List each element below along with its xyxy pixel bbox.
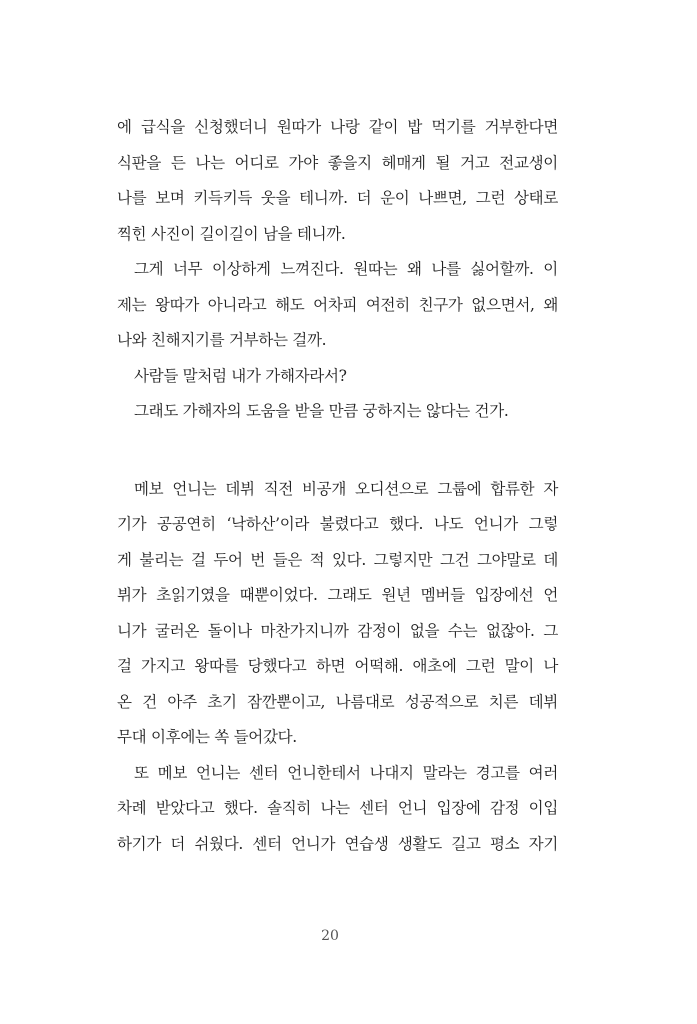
text-line: 기가 공공연히 ‘낙하산’이라 불렸다고 했다. 나도 언니가 그렇 <box>117 515 558 533</box>
paragraph <box>117 394 558 430</box>
text-line: 제는 왕따가 아니라고 해도 어차피 여전히 친구가 없으면서, 왜 <box>117 295 558 314</box>
text-line: 니가 굴러온 돌이나 마찬가지니까 감정이 없을 수는 없잖아. 그 <box>117 621 558 640</box>
body-text <box>117 110 558 862</box>
paragraph <box>117 252 558 359</box>
text-line: 걸 가지고 왕따를 당했다고 하면 어떡해. 애초에 그런 말이 나 <box>117 657 558 675</box>
text-line: 뷔가 초읽기였을 때뿐이었다. 그래도 원년 멤버들 입장에선 언 <box>117 586 558 604</box>
paragraph <box>117 110 558 252</box>
text-line: 나를 보며 키득키득 웃을 테니까. 더 운이 나쁘면, 그런 상태로 <box>117 189 558 207</box>
text-line: 그래도 가해자의 도움을 받을 만큼 궁하지는 않다는 건가. <box>134 402 509 420</box>
text-line: 하기가 더 쉬웠다. 센터 언니가 연습생 생활도 길고 평소 자기 <box>117 834 558 853</box>
paragraph <box>117 756 558 863</box>
section-break <box>117 430 558 472</box>
text-line: 차례 받았다고 했다. 솔직히 나는 센터 언니 입장에 감정 이입 <box>117 799 558 817</box>
text-line: 무대 이후에는 쏙 들어갔다. <box>117 728 297 746</box>
paragraph <box>117 359 558 395</box>
text-line: 온 건 아주 초기 잠깐뿐이고, 나름대로 성공적으로 치른 데뷔 <box>117 692 558 711</box>
text-line: 메보 언니는 데뷔 직전 비공개 오디션으로 그룹에 합류한 자 <box>134 479 558 498</box>
paragraph <box>117 472 558 756</box>
text-line: 게 불리는 걸 두어 번 들은 적 있다. 그렇지만 그건 그야말로 데 <box>117 550 558 569</box>
text-line: 식판을 든 나는 어디로 가야 좋을지 헤매게 될 거고 전교생이 <box>117 153 558 172</box>
text-line: 그게 너무 이상하게 느껴진다. 원따는 왜 나를 싫어할까. 이 <box>134 260 558 278</box>
page-number: 20 <box>321 928 339 944</box>
text-line: 찍힌 사진이 길이길이 남을 테니까. <box>117 224 346 243</box>
text-line: 또 메보 언니는 센터 언니한테서 나대지 말라는 경고를 여러 <box>134 763 558 782</box>
text-line: 에 급식을 신청했더니 원따가 나랑 같이 밥 먹기를 거부한다면 <box>117 118 558 136</box>
text-line: 나와 친해지기를 거부하는 걸까. <box>117 331 327 349</box>
text-line: 사람들 말처럼 내가 가해자라서? <box>134 366 347 385</box>
